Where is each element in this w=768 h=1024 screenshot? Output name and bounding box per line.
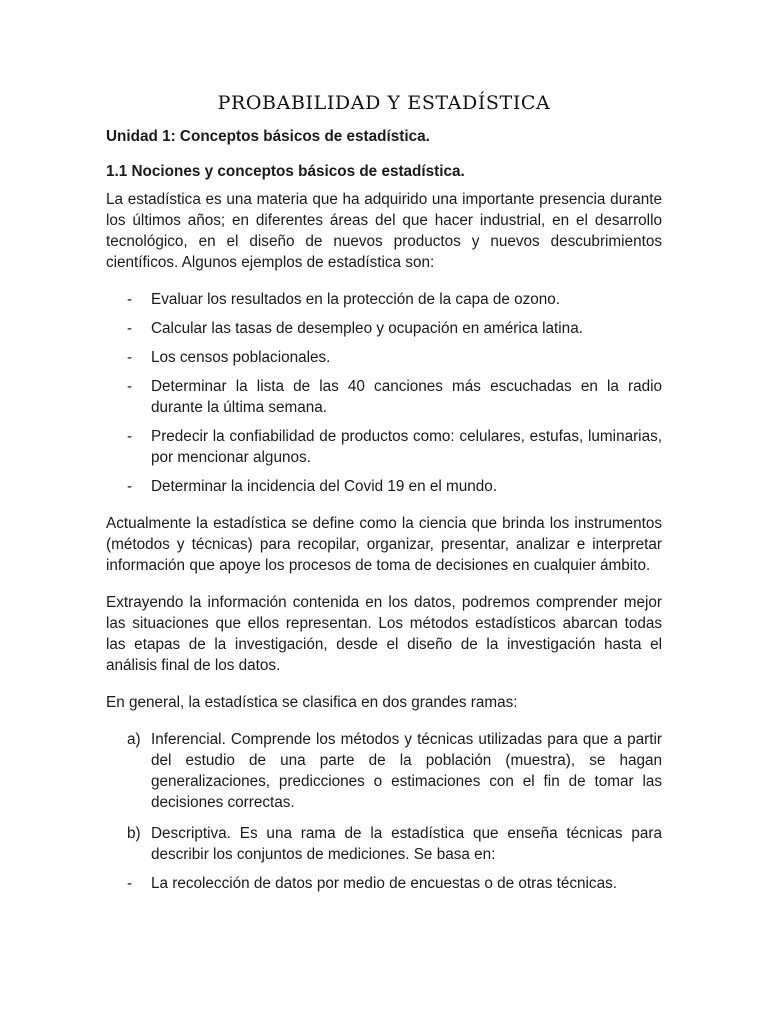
dash-marker: - (127, 320, 133, 337)
examples-list (106, 289, 662, 497)
branches-intro: En general, la estadística se clasifica en dos grandes ramas: (106, 694, 518, 711)
list-item-text: Determinar la incidencia del Covid 19 en el mundo. (151, 478, 498, 495)
dash-marker: - (127, 428, 133, 445)
descriptive-list (106, 873, 662, 894)
list-marker: a) (127, 731, 141, 748)
section-heading: 1.1 Nociones y conceptos básicos de estadística. (106, 163, 465, 180)
list-item-text: Evaluar los resultados en la protección de la capa de ozono. (151, 291, 561, 308)
list-item (106, 476, 662, 497)
list-marker: b) (127, 825, 141, 842)
list-item (106, 289, 662, 310)
dash-marker: - (127, 478, 133, 495)
unit-heading: Unidad 1: Conceptos básicos de estadística. (106, 128, 430, 145)
list-item-text: Predecir la confiabilidad de productos como: celulares, estufas, luminarias, por mencionar algunos. (151, 428, 662, 466)
list-item (106, 873, 662, 894)
dash-marker: - (127, 378, 133, 395)
list-item (106, 823, 662, 865)
branches-list (106, 729, 662, 865)
intro-paragraph: La estadística es una materia que ha adquirido una importante presencia durante los últimos años; en diferentes áreas del que hacer industrial, en el desarrollo tecnológico, en el diseño de nuevos productos y nuevos descubrimientos científicos. Algunos ejemplos de estadística son: (106, 191, 662, 271)
list-item-text: Inferencial. Comprende los métodos y técnicas utilizadas para que a partir del estudio de una parte de la población (muestra), se hagan generalizaciones, predicciones o estimaciones con el fin de tomar las decisiones correctas. (151, 731, 662, 811)
list-item-text: Calcular las tasas de desempleo y ocupación en américa latina. (151, 320, 583, 337)
dash-marker: - (127, 875, 133, 892)
definition-paragraph: Actualmente la estadística se define como la ciencia que brinda los instrumentos (métodos y técnicas) para recopilar, organizar, presentar, analizar e interpretar información que apoye los procesos de toma de decisiones en cualquier ámbito. (106, 515, 662, 574)
data-paragraph: Extrayendo la información contenida en los datos, podremos comprender mejor las situaciones que ellos representan. Los métodos estadísticos abarcan todas las etapas de la investigación, desde el diseño de la investigación hasta el análisis final de los datos. (106, 594, 662, 674)
list-item-text: Determinar la lista de las 40 canciones más escuchadas en la radio durante la última semana. (151, 378, 662, 416)
list-item (106, 426, 662, 468)
list-item (106, 347, 662, 368)
document-page (106, 88, 662, 894)
list-item-text: La recolección de datos por medio de encuestas o de otras técnicas. (151, 875, 617, 892)
list-item (106, 376, 662, 418)
list-item (106, 729, 662, 813)
list-item-text: Descriptiva. Es una rama de la estadística que enseña técnicas para describir los conjuntos de mediciones. Se basa en: (151, 825, 662, 863)
document-title: PROBABILIDAD Y ESTADÍSTICA (217, 92, 551, 114)
dash-marker: - (127, 349, 133, 366)
dash-marker: - (127, 291, 133, 308)
list-item-text: Los censos poblacionales. (151, 349, 331, 366)
list-item (106, 318, 662, 339)
